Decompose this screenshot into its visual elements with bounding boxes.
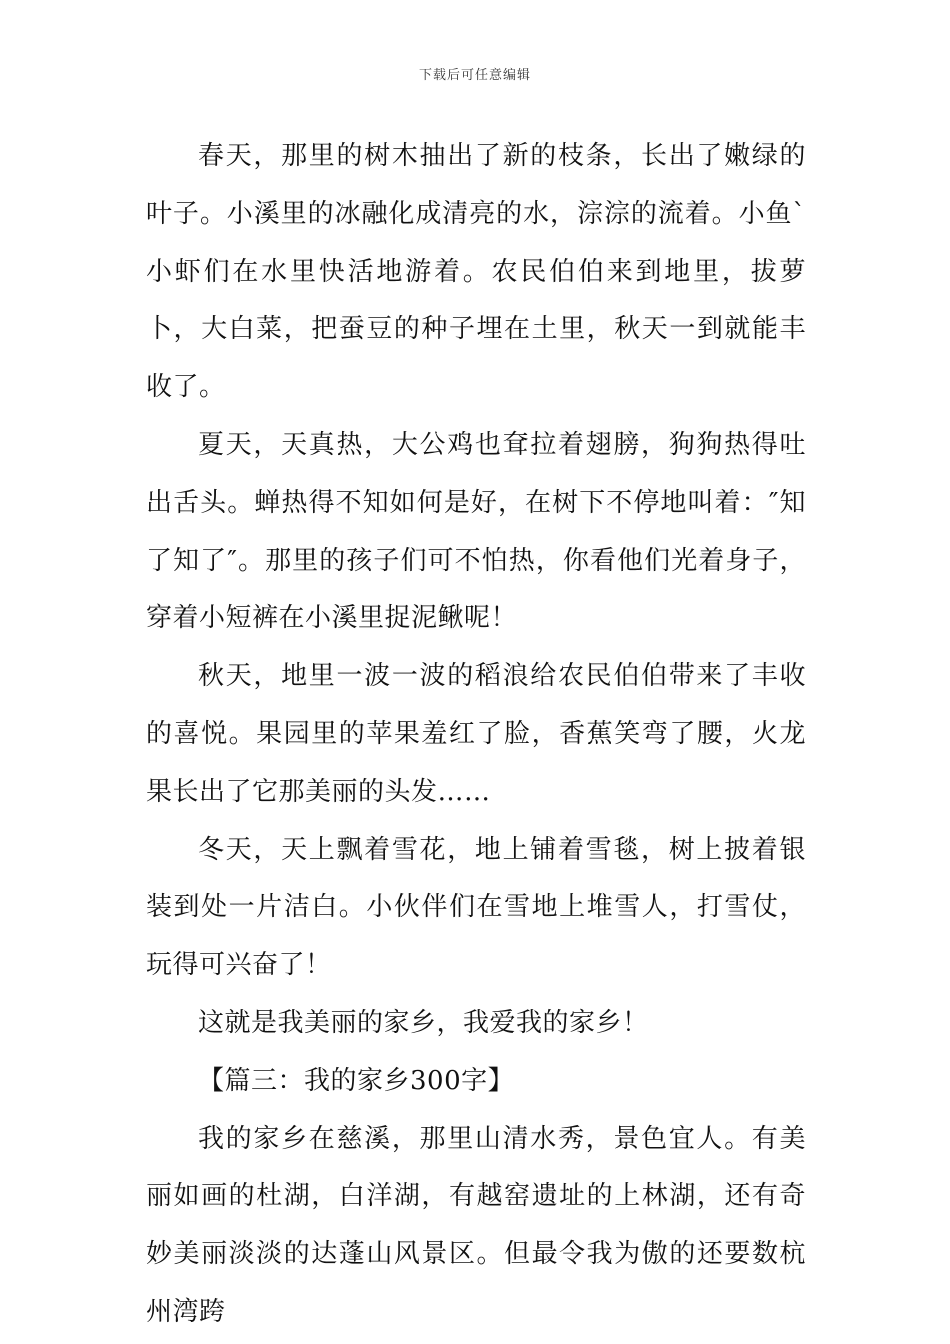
paragraph-winter: 冬天，天上飘着雪花，地上铺着雪毯，树上披着银装到处一片洁白。小伙伴们在雪地上堆雪人，打雪仗，玩得可兴奋了！ — [146, 834, 806, 981]
paragraph-spring: 春天，那里的树木抽出了新的枝条，长出了嫩绿的叶子。小溪里的冰融化成清亮的水，淙淙的流着。小鱼`小虾们在水里快活地游着。农民伯伯来到地里，拔萝卜，大白菜，把蚕豆的种子埋在土里，秋天一到就能丰收了。 — [146, 141, 806, 403]
section-heading: 【篇三：我的家乡300字】 — [198, 1065, 515, 1096]
paragraph-summer: 夏天，天真热，大公鸡也耷拉着翅膀，狗狗热得吐出舌头。蝉热得不知如何是好，在树下不停地叫着：″知了知了″。那里的孩子们可不怕热，你看他们光着身子，穿着小短裤在小溪里捉泥鳅呢！ — [146, 429, 806, 634]
document-body — [146, 128, 806, 1342]
paragraph-conclusion: 这就是我美丽的家乡，我爱我的家乡！ — [198, 1007, 649, 1038]
paragraph-hometown-intro: 我的家乡在慈溪，那里山清水秀，景色宜人。有美丽如画的杜湖，白洋湖，有越窑遗址的上林湖，还有奇妙美丽淡淡的达蓬山风景区。但最令我为傲的还要数杭州湾跨 — [146, 1123, 806, 1327]
page-header: 下载后可任意编辑 — [418, 68, 531, 83]
paragraph-autumn: 秋天，地里一波一波的稻浪给农民伯伯带来了丰收的喜悦。果园里的苹果羞红了脸，香蕉笑弯了腰，火龙果长出了它那美丽的头发…… — [146, 661, 806, 807]
